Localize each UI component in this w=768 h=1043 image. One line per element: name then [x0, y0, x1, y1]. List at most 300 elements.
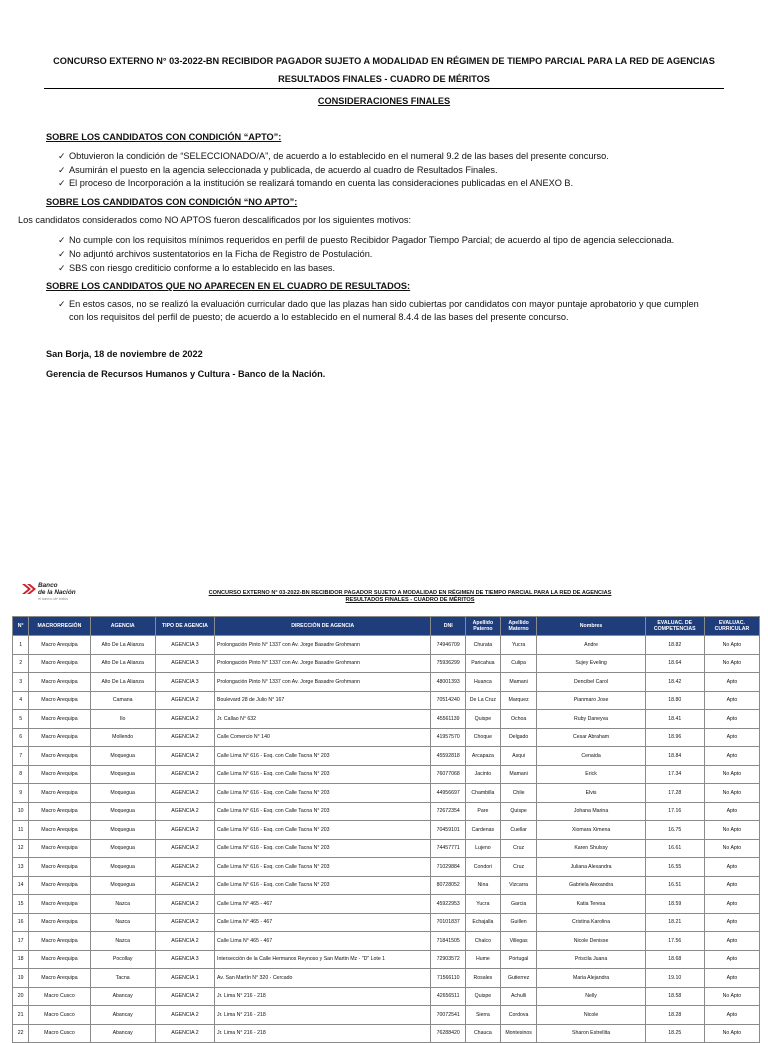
bank-logo-icon — [22, 584, 36, 594]
cell-row-number: 15 — [13, 895, 29, 914]
cell-row-number: 10 — [13, 802, 29, 821]
table-row — [13, 1024, 760, 1043]
cell-agency: Abancay — [90, 987, 155, 1006]
cell-row-number: 14 — [13, 876, 29, 895]
cell-agency-type: AGENCIA 2 — [155, 1006, 214, 1025]
cell-agency: Moquegua — [90, 839, 155, 858]
cell-dni: 71566110 — [431, 969, 466, 988]
cell-first-names: Gabriela Alexandra — [537, 876, 645, 895]
table-row — [13, 913, 760, 932]
cell-last-name-paternal: Echajalla — [466, 913, 501, 932]
cell-dni: 45561139 — [431, 710, 466, 729]
cell-agency-type: AGENCIA 2 — [155, 821, 214, 840]
cell-first-names: Sujey Eveling — [537, 654, 645, 673]
cell-dni: 70514240 — [431, 691, 466, 710]
cell-row-number: 11 — [13, 821, 29, 840]
check-icon: ✓ — [58, 151, 66, 161]
cell-first-names: Xiomara Ximena — [537, 821, 645, 840]
cell-competency-score: 18.59 — [645, 895, 704, 914]
cell-agency: Moquegua — [90, 784, 155, 803]
cell-macroregion: Macro Arequipa — [29, 950, 90, 969]
cell-row-number: 5 — [13, 710, 29, 729]
cell-agency: Moquegua — [90, 747, 155, 766]
cell-competency-score: 18.58 — [645, 987, 704, 1006]
cell-first-names: Nicole — [537, 1006, 645, 1025]
cell-macroregion: Macro Arequipa — [29, 765, 90, 784]
bank-logo — [22, 582, 102, 606]
check-icon: ✓ — [58, 249, 66, 259]
header-col-last-name-paternal: Apellido Paterno — [466, 617, 501, 636]
cell-macroregion: Macro Arequipa — [29, 876, 90, 895]
header-col-agency: AGENCIA — [90, 617, 155, 636]
cell-agency-type: AGENCIA 3 — [155, 950, 214, 969]
cell-agency-address: Calle Lima N° 616 - Esq. con Calle Tacna N° 203 — [215, 876, 431, 895]
cell-last-name-maternal: Achulli — [500, 987, 537, 1006]
cell-dni: 74457771 — [431, 839, 466, 858]
cell-agency-address: Calle Lima N° 616 - Esq. con Calle Tacna N° 203 — [215, 747, 431, 766]
cell-agency-address: Prolongación Pinto N° 1337 con Av. Jorge Basadre Grohmann — [215, 673, 431, 692]
cell-agency-address: Calle Lima N° 465 - 467 — [215, 932, 431, 951]
cell-agency-address: Calle Lima N° 465 - 467 — [215, 895, 431, 914]
table-row — [13, 950, 760, 969]
cell-last-name-paternal: Rosales — [466, 969, 501, 988]
table-row — [13, 987, 760, 1006]
apto-item-1: ✓ Obtuvieron la condición de “SELECCIONADO/A”, de acuerdo a lo establecido en el numeral 9.2 de las bases del presente concurso. — [58, 151, 609, 161]
cell-agency: Ilo — [90, 710, 155, 729]
cell-agency-type: AGENCIA 2 — [155, 802, 214, 821]
cell-agency: Moquegua — [90, 802, 155, 821]
cell-competency-score: 19.10 — [645, 969, 704, 988]
cell-last-name-maternal: Gutierrez — [500, 969, 537, 988]
table-row — [13, 895, 760, 914]
place-date: San Borja, 18 de noviembre de 2022 — [46, 349, 203, 359]
cell-last-name-maternal: Portugal — [500, 950, 537, 969]
cell-dni: 74946709 — [431, 636, 466, 655]
cell-competency-score: 18.82 — [645, 636, 704, 655]
cell-competency-score: 16.55 — [645, 858, 704, 877]
apto-item-2: ✓ Asumirán el puesto en la agencia seleccionada y publicada, de acuerdo al cuadro de Resultados Finales. — [58, 165, 498, 175]
cell-dni: 45592818 — [431, 747, 466, 766]
cell-curricular-result: No Apto — [704, 765, 759, 784]
cell-macroregion: Macro Arequipa — [29, 710, 90, 729]
cell-macroregion: Macro Arequipa — [29, 747, 90, 766]
cell-macroregion: Macro Arequipa — [29, 784, 90, 803]
cell-last-name-paternal: Choque — [466, 728, 501, 747]
cell-row-number: 8 — [13, 765, 29, 784]
cell-row-number: 17 — [13, 932, 29, 951]
cell-dni: 75936299 — [431, 654, 466, 673]
cell-competency-score: 18.41 — [645, 710, 704, 729]
cell-row-number: 6 — [13, 728, 29, 747]
table-body — [13, 636, 760, 1043]
cell-curricular-result: Apto — [704, 728, 759, 747]
cell-row-number: 3 — [13, 673, 29, 692]
cell-last-name-paternal: Nina — [466, 876, 501, 895]
table-row — [13, 654, 760, 673]
cell-macroregion: Macro Cusco — [29, 1006, 90, 1025]
cell-agency-address: Av. San Martín N° 320 - Cercado — [215, 969, 431, 988]
table-row — [13, 969, 760, 988]
cell-last-name-paternal: De La Cruz — [466, 691, 501, 710]
cell-dni: 42656511 — [431, 987, 466, 1006]
cell-competency-score: 18.68 — [645, 950, 704, 969]
cell-macroregion: Macro Arequipa — [29, 728, 90, 747]
cell-agency: Tacna — [90, 969, 155, 988]
cell-first-names: Sharon Estrellita — [537, 1024, 645, 1043]
cell-dni: 41957570 — [431, 728, 466, 747]
cell-row-number: 2 — [13, 654, 29, 673]
cell-agency: Nazca — [90, 913, 155, 932]
cell-last-name-paternal: Arcapaza — [466, 747, 501, 766]
cell-row-number: 4 — [13, 691, 29, 710]
cell-macroregion: Macro Arequipa — [29, 654, 90, 673]
cell-competency-score: 18.42 — [645, 673, 704, 692]
cell-agency: Camana — [90, 691, 155, 710]
cell-agency-type: AGENCIA 2 — [155, 1024, 214, 1043]
table-row — [13, 710, 760, 729]
cell-agency-type: AGENCIA 2 — [155, 858, 214, 877]
cell-agency-address: Jr. Lima N° 216 - 218 — [215, 987, 431, 1006]
cell-last-name-maternal: Cruz — [500, 839, 537, 858]
cell-dni: 72672354 — [431, 802, 466, 821]
cell-last-name-maternal: Yucra — [500, 636, 537, 655]
cell-agency: Alto De La Alianza — [90, 636, 155, 655]
cell-curricular-result: Apto — [704, 710, 759, 729]
header-col-last-name-maternal: Apellido Materno — [500, 617, 537, 636]
cell-agency: Nazca — [90, 932, 155, 951]
cell-agency: Abancay — [90, 1024, 155, 1043]
cell-agency-type: AGENCIA 2 — [155, 987, 214, 1006]
cell-agency-address: Prolongación Pinto N° 1337 con Av. Jorge Basadre Grohmann — [215, 636, 431, 655]
cell-agency-type: AGENCIA 2 — [155, 895, 214, 914]
cell-competency-score: 17.28 — [645, 784, 704, 803]
cell-macroregion: Macro Arequipa — [29, 673, 90, 692]
table-row — [13, 747, 760, 766]
cell-agency-type: AGENCIA 2 — [155, 876, 214, 895]
cell-row-number: 9 — [13, 784, 29, 803]
cell-curricular-result: Apto — [704, 691, 759, 710]
results-table — [12, 616, 760, 1043]
cell-agency-type: AGENCIA 2 — [155, 784, 214, 803]
cell-row-number: 16 — [13, 913, 29, 932]
cell-last-name-maternal: Quispe — [500, 802, 537, 821]
cell-last-name-paternal: Quispe — [466, 710, 501, 729]
section-title: CONSIDERACIONES FINALES — [317, 96, 451, 106]
cell-last-name-paternal: Huanca — [466, 673, 501, 692]
cell-curricular-result: Apto — [704, 747, 759, 766]
cell-competency-score: 16.75 — [645, 821, 704, 840]
cell-agency-address: Calle Lima N° 616 - Esq. con Calle Tacna N° 203 — [215, 839, 431, 858]
cell-agency-address: Calle Lima N° 616 - Esq. con Calle Tacna N° 203 — [215, 802, 431, 821]
cell-last-name-paternal: Chauca — [466, 1024, 501, 1043]
no-apto-heading: SOBRE LOS CANDIDATOS CON CONDICIÓN “NO APTO”: — [46, 197, 298, 207]
cell-macroregion: Macro Arequipa — [29, 636, 90, 655]
cell-last-name-paternal: Chalco — [466, 932, 501, 951]
cell-last-name-paternal: Cardenas — [466, 821, 501, 840]
signing-office: Gerencia de Recursos Humanos y Cultura - Banco de la Nación. — [46, 369, 326, 379]
cell-first-names: Katia Teresa — [537, 895, 645, 914]
cell-first-names: Juliana Alexandra — [537, 858, 645, 877]
cell-first-names: Cesar Abraham — [537, 728, 645, 747]
no-aparecen-item: ✓ En estos casos, no se realizó la evaluación curricular dado que las plazas han sido cubiertas por candidatos con mayor puntaje aprobatorio y que cumplen — [58, 299, 699, 309]
cell-macroregion: Macro Arequipa — [29, 691, 90, 710]
cell-last-name-maternal: Mamani — [500, 673, 537, 692]
cell-competency-score: 16.51 — [645, 876, 704, 895]
cell-agency-address: Calle Lima N° 616 - Esq. con Calle Tacna N° 203 — [215, 858, 431, 877]
cell-competency-score: 16.61 — [645, 839, 704, 858]
cell-agency-address: Calle Lima N° 616 - Esq. con Calle Tacna N° 203 — [215, 821, 431, 840]
cell-curricular-result: No Apto — [704, 1024, 759, 1043]
cell-macroregion: Macro Arequipa — [29, 932, 90, 951]
cell-dni: 70072541 — [431, 1006, 466, 1025]
cell-row-number: 19 — [13, 969, 29, 988]
cell-agency: Moquegua — [90, 821, 155, 840]
cell-first-names: Nelly — [537, 987, 645, 1006]
cell-last-name-paternal: Chambilla — [466, 784, 501, 803]
table-header-row — [13, 617, 760, 636]
cell-row-number: 18 — [13, 950, 29, 969]
cell-macroregion: Macro Arequipa — [29, 839, 90, 858]
cell-last-name-maternal: Cruz — [500, 858, 537, 877]
table-row — [13, 858, 760, 877]
cell-last-name-maternal: Montesinos — [500, 1024, 537, 1043]
no-apto-intro: Los candidatos considerados como NO APTOS fueron descalificados por los siguientes motivos: — [18, 215, 412, 225]
cell-last-name-maternal: Cuellar — [500, 821, 537, 840]
cell-agency-address: Calle Lima N° 465 - 467 — [215, 913, 431, 932]
cell-curricular-result: No Apto — [704, 987, 759, 1006]
cell-competency-score: 18.21 — [645, 913, 704, 932]
cell-dni: 76288420 — [431, 1024, 466, 1043]
table-title: CONCURSO EXTERNO N° 03-2022-BN RECIBIDOR PAGADOR SUJETO A MODALIDAD EN RÉGIMEN DE TIEMPO PARCIAL PARA LA RED DE AGENCIAS — [208, 590, 612, 596]
cell-first-names: Nicole Denisse — [537, 932, 645, 951]
cell-agency-type: AGENCIA 1 — [155, 969, 214, 988]
cell-curricular-result: Apto — [704, 1006, 759, 1025]
header-col-dni: DNI — [431, 617, 466, 636]
cell-last-name-paternal: Churata — [466, 636, 501, 655]
check-icon: ✓ — [58, 178, 66, 188]
cell-agency: Abancay — [90, 1006, 155, 1025]
cell-first-names: Elvis — [537, 784, 645, 803]
cell-macroregion: Macro Arequipa — [29, 821, 90, 840]
apto-item-3: ✓ El proceso de Incorporación a la institución se realizará tomando en cuenta las consideraciones publicadas en el ANEXO B. — [58, 178, 574, 188]
table-row — [13, 636, 760, 655]
cell-competency-score: 17.16 — [645, 802, 704, 821]
cell-agency-type: AGENCIA 2 — [155, 765, 214, 784]
cell-competency-score: 18.96 — [645, 728, 704, 747]
cell-curricular-result: Apto — [704, 895, 759, 914]
cell-dni: 70459101 — [431, 821, 466, 840]
table-row — [13, 1006, 760, 1025]
cell-agency-type: AGENCIA 2 — [155, 932, 214, 951]
cell-first-names: Erick — [537, 765, 645, 784]
cell-row-number: 13 — [13, 858, 29, 877]
cell-dni: 76077068 — [431, 765, 466, 784]
cell-competency-score: 18.84 — [645, 747, 704, 766]
document-subtitle: RESULTADOS FINALES - CUADRO DE MÉRITOS — [278, 74, 490, 84]
table-row — [13, 876, 760, 895]
cell-first-names: Priscila Juana — [537, 950, 645, 969]
table-row — [13, 728, 760, 747]
cell-last-name-maternal: Culipa — [500, 654, 537, 673]
cell-last-name-maternal: Ochoa — [500, 710, 537, 729]
cell-last-name-maternal: Chile — [500, 784, 537, 803]
cell-agency-type: AGENCIA 2 — [155, 728, 214, 747]
title-rule — [44, 88, 724, 89]
table-row — [13, 673, 760, 692]
cell-dni: 48001393 — [431, 673, 466, 692]
apto-heading: SOBRE LOS CANDIDATOS CON CONDICIÓN “APTO”: — [46, 132, 282, 142]
cell-last-name-maternal: Cordova — [500, 1006, 537, 1025]
cell-macroregion: Macro Arequipa — [29, 969, 90, 988]
cell-curricular-result: Apto — [704, 858, 759, 877]
cell-curricular-result: No Apto — [704, 839, 759, 858]
cell-curricular-result: Apto — [704, 876, 759, 895]
cell-agency: Alto De La Alianza — [90, 673, 155, 692]
cell-last-name-maternal: Asqui — [500, 747, 537, 766]
results-page — [0, 572, 768, 1037]
cell-agency-address: Boulevard 28 de Julio N° 167 — [215, 691, 431, 710]
cell-competency-score: 18.64 — [645, 654, 704, 673]
table-row — [13, 784, 760, 803]
table-row — [13, 839, 760, 858]
cell-first-names: Cenaida — [537, 747, 645, 766]
cell-dni: 44956697 — [431, 784, 466, 803]
cell-competency-score: 18.25 — [645, 1024, 704, 1043]
cell-agency-address: Calle Comercio N° 140 — [215, 728, 431, 747]
cell-agency: Moquegua — [90, 765, 155, 784]
cell-agency-address: Jr. Lima N° 216 - 218 — [215, 1006, 431, 1025]
cell-row-number: 7 — [13, 747, 29, 766]
cell-last-name-paternal: Hume — [466, 950, 501, 969]
table-row — [13, 802, 760, 821]
cell-agency-address: Calle Lima N° 616 - Esq. con Calle Tacna N° 203 — [215, 765, 431, 784]
cell-first-names: Maria Alejandra — [537, 969, 645, 988]
cell-dni: 45922953 — [431, 895, 466, 914]
bank-logo-tagline: el banco de todos — [38, 597, 68, 601]
cell-last-name-maternal: Villegas — [500, 932, 537, 951]
cell-last-name-maternal: Guillen — [500, 913, 537, 932]
cell-first-names: Karen Shulssy — [537, 839, 645, 858]
cell-last-name-paternal: Paricahua — [466, 654, 501, 673]
cell-competency-score: 18.80 — [645, 691, 704, 710]
cell-row-number: 21 — [13, 1006, 29, 1025]
header-col-curricular-result: EVALUAC. CURRICULAR — [704, 617, 759, 636]
cell-macroregion: Macro Arequipa — [29, 895, 90, 914]
cell-last-name-paternal: Pare — [466, 802, 501, 821]
header-col-agency-type: TIPO DE AGENCIA — [155, 617, 214, 636]
cell-curricular-result: Apto — [704, 932, 759, 951]
cell-curricular-result: Apto — [704, 802, 759, 821]
cell-last-name-paternal: Yucra — [466, 895, 501, 914]
no-apto-item-3: ✓ SBS con riesgo crediticio conforme a lo establecido en las bases. — [58, 263, 336, 273]
cell-agency: Moquegua — [90, 876, 155, 895]
cell-dni: 71029884 — [431, 858, 466, 877]
cell-last-name-maternal: Vizcarra — [500, 876, 537, 895]
cell-macroregion: Macro Cusco — [29, 1024, 90, 1043]
cell-curricular-result: No Apto — [704, 784, 759, 803]
cell-dni: 70101837 — [431, 913, 466, 932]
cell-first-names: Ruby Daneyva — [537, 710, 645, 729]
no-apto-item-1: ✓ No cumple con los requisitos mínimos requeridos en perfil de puesto Recibidor Pagador Tiempo Parcial; de acuerdo al tipo de agencia seleccionada. — [58, 235, 675, 245]
cell-competency-score: 17.34 — [645, 765, 704, 784]
cell-curricular-result: No Apto — [704, 654, 759, 673]
cell-agency-type: AGENCIA 2 — [155, 839, 214, 858]
cell-row-number: 22 — [13, 1024, 29, 1043]
table-subtitle: RESULTADOS FINALES - CUADRO DE MÉRITOS — [345, 597, 475, 603]
header-col-competency-score: EVALUAC. DE COMPETENCIAS — [645, 617, 704, 636]
cell-dni: 72903572 — [431, 950, 466, 969]
cell-last-name-paternal: Lujeno — [466, 839, 501, 858]
cell-row-number: 12 — [13, 839, 29, 858]
cell-last-name-maternal: Marquez — [500, 691, 537, 710]
cell-last-name-paternal: Condori — [466, 858, 501, 877]
cell-row-number: 20 — [13, 987, 29, 1006]
bank-logo-name: Banco de la Nación — [38, 582, 76, 596]
cell-agency-address: Calle Lima N° 616 - Esq. con Calle Tacna N° 203 — [215, 784, 431, 803]
cell-agency-type: AGENCIA 3 — [155, 654, 214, 673]
cell-first-names: Andre — [537, 636, 645, 655]
cell-curricular-result: Apto — [704, 913, 759, 932]
cell-competency-score: 18.28 — [645, 1006, 704, 1025]
cell-agency-address: Jr. Lima N° 216 - 218 — [215, 1024, 431, 1043]
cell-last-name-paternal: Sierra — [466, 1006, 501, 1025]
no-aparecen-item-cont: con los requisitos del perfil de puesto; de acuerdo a lo establecido en el numeral 8.4.4 de las bases del presente concurso. — [69, 312, 569, 322]
cell-macroregion: Macro Arequipa — [29, 858, 90, 877]
cell-competency-score: 17.56 — [645, 932, 704, 951]
cell-curricular-result: No Apto — [704, 636, 759, 655]
cell-agency: Pocollay — [90, 950, 155, 969]
cell-agency-type: AGENCIA 3 — [155, 636, 214, 655]
cell-first-names: Dencibel Carol — [537, 673, 645, 692]
cell-macroregion: Macro Arequipa — [29, 802, 90, 821]
table-row — [13, 691, 760, 710]
cell-agency: Alto De La Alianza — [90, 654, 155, 673]
document-title: CONCURSO EXTERNO N° 03-2022-BN RECIBIDOR PAGADOR SUJETO A MODALIDAD EN RÉGIMEN DE TIEMPO PARCIAL PARA LA RED DE AGENCIAS — [53, 56, 715, 66]
cell-curricular-result: No Apto — [704, 821, 759, 840]
cell-first-names: Cristina Karolina — [537, 913, 645, 932]
cell-curricular-result: Apto — [704, 969, 759, 988]
cell-curricular-result: Apto — [704, 950, 759, 969]
header-col-number: N° — [13, 617, 29, 636]
cell-last-name-maternal: Delgado — [500, 728, 537, 747]
cell-agency-type: AGENCIA 2 — [155, 913, 214, 932]
cell-agency-address: Intersección de la Calle Hermanos Reynoso y San Martin Mz - "D" Lote 1 — [215, 950, 431, 969]
table-row — [13, 821, 760, 840]
cell-agency-type: AGENCIA 3 — [155, 673, 214, 692]
cell-dni: 80728052 — [431, 876, 466, 895]
header-col-macroregion: MACRORREGIÓN — [29, 617, 90, 636]
cell-last-name-maternal: Mamani — [500, 765, 537, 784]
check-icon: ✓ — [58, 299, 66, 309]
no-aparecen-heading: SOBRE LOS CANDIDATOS QUE NO APARECEN EN EL CUADRO DE RESULTADOS: — [46, 281, 411, 291]
no-apto-item-2: ✓ No adjuntó archivos sustentatorios en la Ficha de Registro de Postulación. — [58, 249, 373, 259]
cell-agency-address: Prolongación Pinto N° 1337 con Av. Jorge Basadre Grohmann — [215, 654, 431, 673]
check-icon: ✓ — [58, 165, 66, 175]
check-icon: ✓ — [58, 235, 66, 245]
cell-last-name-paternal: Quispe — [466, 987, 501, 1006]
check-icon: ✓ — [58, 263, 66, 273]
cell-dni: 71841505 — [431, 932, 466, 951]
cell-agency-type: AGENCIA 2 — [155, 691, 214, 710]
cell-macroregion: Macro Arequipa — [29, 913, 90, 932]
cell-last-name-paternal: Jacinto — [466, 765, 501, 784]
table-row — [13, 765, 760, 784]
cell-first-names: Pianmaro Jose — [537, 691, 645, 710]
cell-agency: Moquegua — [90, 858, 155, 877]
cell-macroregion: Macro Cusco — [29, 987, 90, 1006]
cell-agency-type: AGENCIA 2 — [155, 747, 214, 766]
header-col-agency-address: DIRECCIÓN DE AGENCIA — [215, 617, 431, 636]
